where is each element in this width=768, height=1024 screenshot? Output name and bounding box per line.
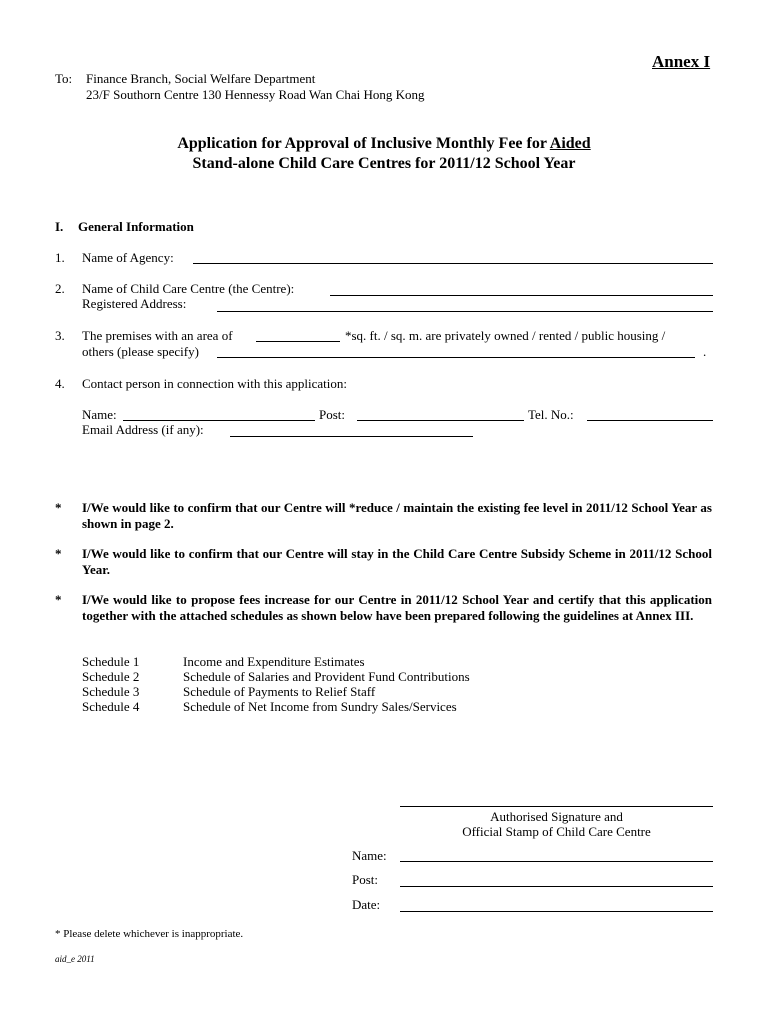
title-underlined-word: Aided [549,135,591,152]
to-prefix: To: [55,71,73,86]
item-1-number: 1. [55,250,65,265]
item-4-number: 4. [55,376,65,391]
contact-name-label: Name: [82,407,117,422]
footnote: * Please delete whichever is inappropriate. [55,928,244,940]
confirmation-1-text: I/We would like to confirm that our Centre will *reduce / maintain the existing fee level in 2011/12 School Year as shown in page 2. [82,500,712,531]
confirmation-3-text: I/We would like to propose fees increase for our Centre in 2011/12 School Year and certify that this application together with the attached schedules as shown below have been prepared following the guidelines at Annex III. [82,592,712,623]
document-title-line-1 [0,134,768,153]
to-line-2: 23/F Southorn Centre 130 Hennessy Road Wan Chai Hong Kong [86,87,425,102]
signatory-post-label: Post: [352,872,379,887]
contact-name-field[interactable] [123,420,315,421]
schedule-3-id: Schedule 3 [82,684,140,699]
confirmation-2-marker: * [55,546,62,561]
contact-post-label: Post: [319,407,346,422]
agency-name-label: Name of Agency: [82,250,174,265]
contact-post-field[interactable] [357,420,524,421]
contact-person-label: Contact person in connection with this application: [82,376,348,391]
confirmation-1-marker: * [55,500,62,515]
centre-name-field[interactable] [330,295,713,296]
agency-name-field[interactable] [193,263,713,264]
schedule-2-id: Schedule 2 [82,669,140,684]
others-specify-label: others (please specify) [82,344,199,359]
contact-email-field[interactable] [230,436,473,437]
section-number: I. [55,219,64,234]
signatory-name-field[interactable] [400,861,713,862]
contact-tel-label: Tel. No.: [528,407,574,422]
centre-name-label: Name of Child Care Centre (the Centre): [82,281,295,296]
contact-email-label: Email Address (if any): [82,422,204,437]
contact-tel-field[interactable] [587,420,713,421]
registered-address-field[interactable] [217,311,713,312]
confirmation-3-marker: * [55,592,62,607]
section-heading: General Information [78,219,194,234]
schedule-3-desc: Schedule of Payments to Relief Staff [183,684,376,699]
signature-date-field[interactable] [400,911,713,912]
confirmation-2-text: I/We would like to confirm that our Centre will stay in the Child Care Centre Subsidy Scheme in 2011/12 School Year. [82,546,712,577]
item-2-number: 2. [55,281,65,296]
schedule-1-id: Schedule 1 [82,654,140,669]
annex-label: Annex I [652,52,711,71]
others-specify-period: . [703,344,707,359]
schedule-1-desc: Income and Expenditure Estimates [183,654,365,669]
premises-area-label: The premises with an area of [82,328,233,343]
signature-line[interactable] [400,806,713,807]
premises-area-field[interactable] [256,341,340,342]
schedule-4-id: Schedule 4 [82,699,140,714]
document-code: aid_e 2011 [55,954,95,964]
signatory-post-field[interactable] [400,886,713,887]
schedule-2-desc: Schedule of Salaries and Provident Fund Contributions [183,669,470,684]
signature-caption-1: Authorised Signature and [490,809,623,824]
signatory-name-label: Name: [352,848,387,863]
signature-caption-2: Official Stamp of Child Care Centre [462,824,651,839]
to-line-1: Finance Branch, Social Welfare Department [86,71,316,86]
premises-ownership-text: *sq. ft. / sq. m. are privately owned / rented / public housing / [345,328,666,343]
item-3-number: 3. [55,328,65,343]
others-specify-field[interactable] [217,357,695,358]
registered-address-label: Registered Address: [82,296,187,311]
signature-date-label: Date: [352,897,381,912]
title-text: Application for Approval of Inclusive Monthly Fee for [177,135,550,152]
document-title-line-2: Stand-alone Child Care Centres for 2011/12 School Year [192,155,576,172]
schedule-4-desc: Schedule of Net Income from Sundry Sales/Services [183,699,457,714]
